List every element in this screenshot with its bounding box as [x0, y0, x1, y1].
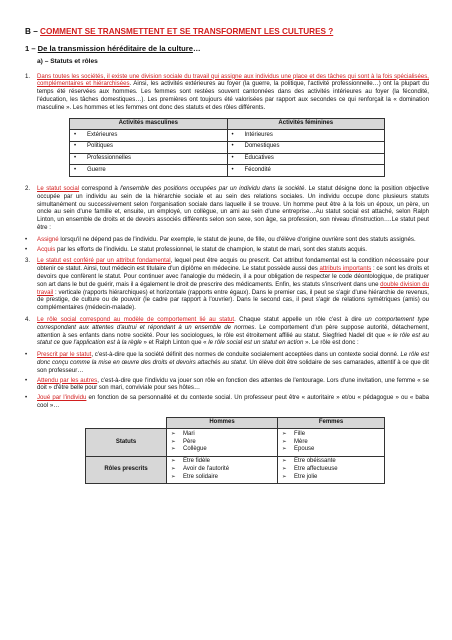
table-header: Activités masculines	[70, 118, 228, 130]
status-roles-table	[85, 417, 385, 484]
table-row: • Guerre • Fécondité	[70, 165, 385, 177]
row-label: Statuts	[86, 429, 167, 456]
paragraph-3: 3. Le statut est conféré par un attribut fondamental, lequel peut être acquis ou prescrit. Cet attribut fondamental est la condition nécessaire pour obtenir ce statut. Ainsi, tout médecin est titulaire d'un diplôme en médecine. Le statut possède aussi des attributs importants : ce sont les droits et devoirs que confèrent le statut. Pour continuer avec l'analogie du médecin, il a pour obligation de respecter le code déontologique, de pratiquer son art dans le but de guérir, mais il a également le droit de prescrire des médicaments. Enfin, les statuts s'inscrivent dans une double division du travail : verticale (rapports hiérarchiques) et horizontale (rapports entre égaux). Dans le premier cas, il peut se s'agir d'une hiérarchie de revenus, de prestige, de culture ou de pouvoir (le cadre par rapport à l'ouvrier). Dans le second cas, il peut s'agir de relations symétriques (amis) ou complémentaires (médecin-malade).	[25, 257, 429, 312]
section-heading-b: B – COMMENT SE TRANSMETTENT ET SE TRANSFORMENT LES CULTURES ?	[25, 27, 334, 36]
table-row: • Extérieures • Intérieures	[70, 130, 385, 142]
activities-table	[69, 118, 385, 177]
table-header: Activités féminines	[227, 118, 385, 130]
row-label: Rôles prescrits	[86, 456, 167, 483]
paragraph-4: 4. Le rôle social correspond au modèle de comportement lié au statut. Chaque statut appelle un rôle c'est à dire un comportement type correspondant aux attentes d'autrui et répondant à un ensemble de normes. Le comportement d'un père suppose autorité, détachement, attention à ses enfants dans notre société. Pour les sociologues, le rôle est étroitement affilié au statut. Siegfried Nadel dit que « le rôle est au statut ce que l'application est à la règle » et Ralph Linton que « le rôle social est un statut en action ». Le rôle est donc :	[25, 315, 430, 347]
document-page	[25, 27, 429, 484]
paragraph-2: 2. Le statut social correspond à l'ensemble des positions occupées par un individu dans la société. Le statut désigne donc la position objective occupée par un individu au sein de la hiérarchie sociale et au sein des relations sociales. Un individu occupe donc plusieurs statuts simultanément ou successivement selon l'organisation sociale dans laquelle il se trouve. Un homme peut être à la fois un époux, un père, un oncle au sein d'une famille et, ensuite, un employé, un collègue, un ami au sein d'une entreprise…Au statut social est attaché, selon Ralph Linton, un ensemble de droits et de devoirs associés différents selon son sexe, son âge, sa profession, son niveau d'instruction….Le statut peut être :	[25, 185, 429, 231]
bullet-acquis: • Acquis par les efforts de l'individu. Le statut professionnel, le statut de champion, le statut de mari, sont des statuts acquis.	[25, 245, 367, 253]
table-row: • Professionnelles • Educatives	[70, 153, 385, 165]
table-row: Statuts ➢ Mari ➢ Père ➢ Collègue ➢ Fille ➢ Mère ➢ Epouse	[86, 429, 385, 456]
bullet-prescrit: • Prescrit par le statut, c'est-à-dire que la société définit des normes de conduite socialement acceptées dans un contexte social donné. Le rôle est donc conçu comme la mise en œuvre des droits et devoirs attachés au statut. Un élève doit être solidaire de ses camarades, attentif à ce que dit son professeur…	[25, 351, 430, 374]
paragraph-1: 1. Dans toutes les sociétés, il existe une division sociale du travail qui assigne aux individus une place et des tâches qui sont à la fois spécialisées, complémentaires et hiérarchisées. Ainsi, les activités extérieures au foyer (la guerre, la politique, l'activité professionnelle…) ont la plupart du temps été réservées aux hommes. Les femmes sont restées souvent cantonnées dans des activités intérieures au foyer (la fécondité, l'éducation, les tâches domestiques…). Les premières ont toujours été valorisées par rapport aux secondes ce qui renforçait la « domination masculine ». Les hommes et les femmes ont donc des statuts et des rôles différents.	[25, 72, 430, 111]
bullet-joue: • Joué par l'individu en fonction de sa personnalité et du contexte social. Un professeur peut être « autoritaire » et/ou « pédagogue » ou « baba cool »…	[25, 394, 429, 409]
bullet-attendu: • Attendu par les autres, c'est-à-dire que l'individu va jouer son rôle en fonction des attentes de l'entourage. Lors d'une invitation, une femme « se doit » d'être belle pour son mari, conviviale pour ses hôtes…	[25, 376, 429, 392]
subsection-heading-1: 1 – De la transmission héréditaire de la culture…	[25, 43, 201, 53]
table-row: Rôles prescrits ➢ Etre fidèle ➢ Avoir de l'autorité ➢ Etre solidaire ➢ Etre obéissante ➢ Etre affectueuse ➢ Etre jolie	[86, 456, 385, 483]
section-heading-b-text: COMMENT SE TRANSMETTENT ET SE TRANSFORMENT LES CULTURES ?	[40, 27, 334, 36]
table-row: • Politiques • Domestiques	[70, 141, 385, 153]
table-header: Femmes	[278, 417, 385, 429]
bullet-assigne: • Assigné lorsqu'il ne dépend pas de l'individu. Par exemple, le statut de jeune, de fille, ou d'élève d'origine ouvrière sont des statuts assignés.	[25, 235, 416, 243]
table-header: Hommes	[167, 417, 278, 429]
subsection-heading-a: a) – Statuts et rôles	[37, 58, 98, 66]
